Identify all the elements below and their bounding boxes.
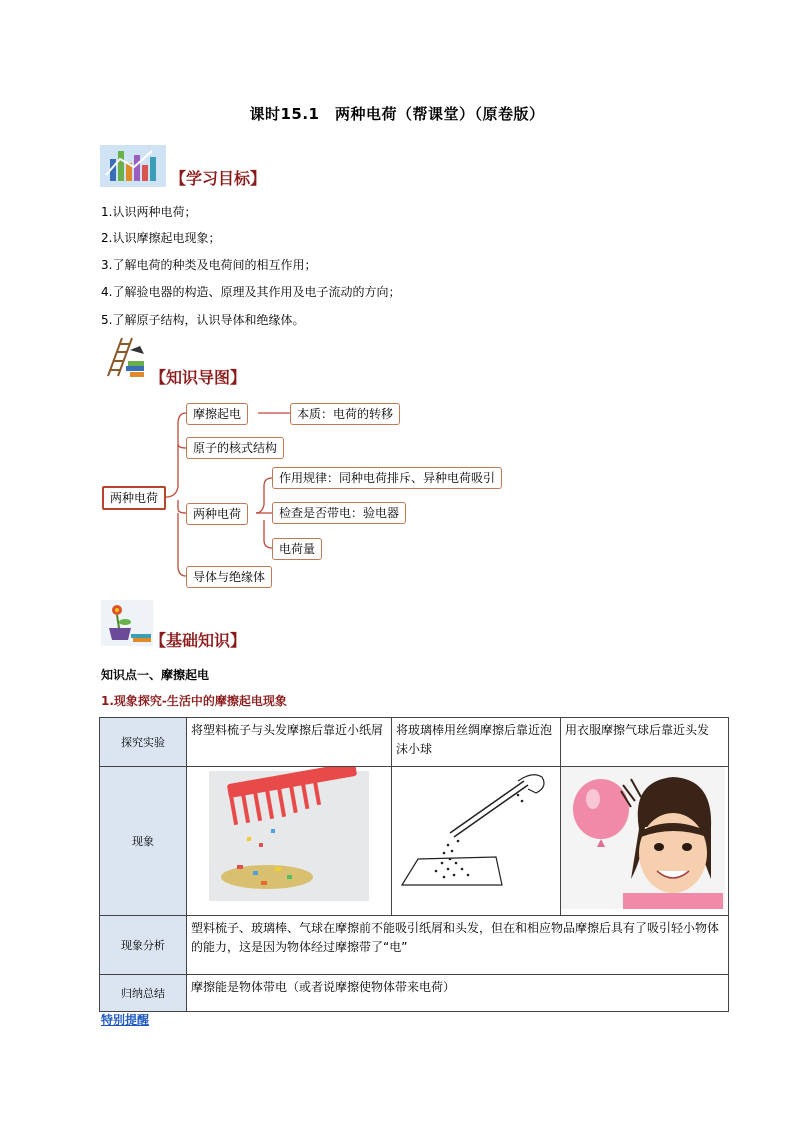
experiment-table — [99, 717, 729, 1012]
mindmap-node-electroscope: 检查是否带电：验电器 — [272, 502, 406, 524]
mindmap-node-rule: 作用规律：同种电荷排斥、异种电荷吸引 — [272, 467, 502, 489]
table-cell: 将塑料梳子与头发摩擦后靠近小纸屑 — [187, 718, 392, 767]
glass-rod-foam-image — [392, 767, 560, 909]
table-row-header: 现象 — [100, 767, 187, 916]
table-row — [100, 975, 729, 1012]
mindmap-node-charge-amount: 电荷量 — [272, 538, 322, 560]
comb-paper-image — [187, 767, 391, 909]
objective-item: 1.认识两种电荷； — [101, 205, 197, 219]
table-row-header: 探究实验 — [100, 718, 187, 767]
objective-item: 3.了解电荷的种类及电荷间的相互作用； — [101, 258, 317, 272]
mindmap-node-conductor: 导体与绝缘体 — [186, 566, 272, 588]
mindmap-heading: 【知识导图】 — [150, 368, 247, 387]
objective-item: 5.了解原子结构，认识导体和绝缘体。 — [101, 313, 305, 327]
basics-heading: 【基础知识】 — [150, 631, 247, 650]
mindmap-node-friction: 摩擦起电 — [186, 403, 248, 425]
table-row — [100, 916, 729, 975]
knowledge-point-subtitle: 1.现象探究-生活中的摩擦起电现象 — [101, 694, 287, 708]
special-note-heading: 特别提醒 — [101, 1013, 150, 1027]
balloon-hair-image — [561, 767, 725, 909]
knowledge-point-title: 知识点一、摩擦起电 — [101, 668, 210, 682]
table-cell-image — [392, 767, 561, 916]
table-cell: 用衣服摩擦气球后靠近头发 — [561, 718, 729, 767]
table-row-header: 现象分析 — [100, 916, 187, 975]
flower-pot-icon — [101, 600, 153, 646]
table-row-header: 归纳总结 — [100, 975, 187, 1012]
objectives-heading: 【学习目标】 — [170, 169, 267, 188]
mindmap-node-atom: 原子的核式结构 — [186, 437, 284, 459]
objective-item: 4.了解验电器的构造、原理及其作用及电子流动的方向； — [101, 285, 401, 299]
mindmap-node-two-charges: 两种电荷 — [186, 503, 248, 525]
table-cell: 塑料梳子、玻璃棒、气球在摩擦前不能吸引纸屑和头发，但在和相应物品摩擦后具有了吸引轻小物体的能力，这是因为物体经过摩擦带了“电” — [187, 916, 729, 975]
mindmap-node-essence: 本质：电荷的转移 — [290, 403, 400, 425]
table-cell-image — [561, 767, 729, 916]
mindmap-root: 两种电荷 — [102, 486, 166, 510]
table-cell: 将玻璃棒用丝绸摩擦后靠近泡沫小球 — [392, 718, 561, 767]
page-title: 课时15.1 两种电荷（帮课堂）（原卷版） — [249, 105, 545, 123]
basics-section-icon — [101, 600, 153, 650]
table-cell-image — [187, 767, 392, 916]
table-row — [100, 718, 729, 767]
objective-item: 2.认识摩擦起电现象； — [101, 231, 221, 245]
table-row — [100, 767, 729, 916]
table-cell: 摩擦能是物体带电（或者说摩擦使物体带来电荷） — [187, 975, 729, 1012]
